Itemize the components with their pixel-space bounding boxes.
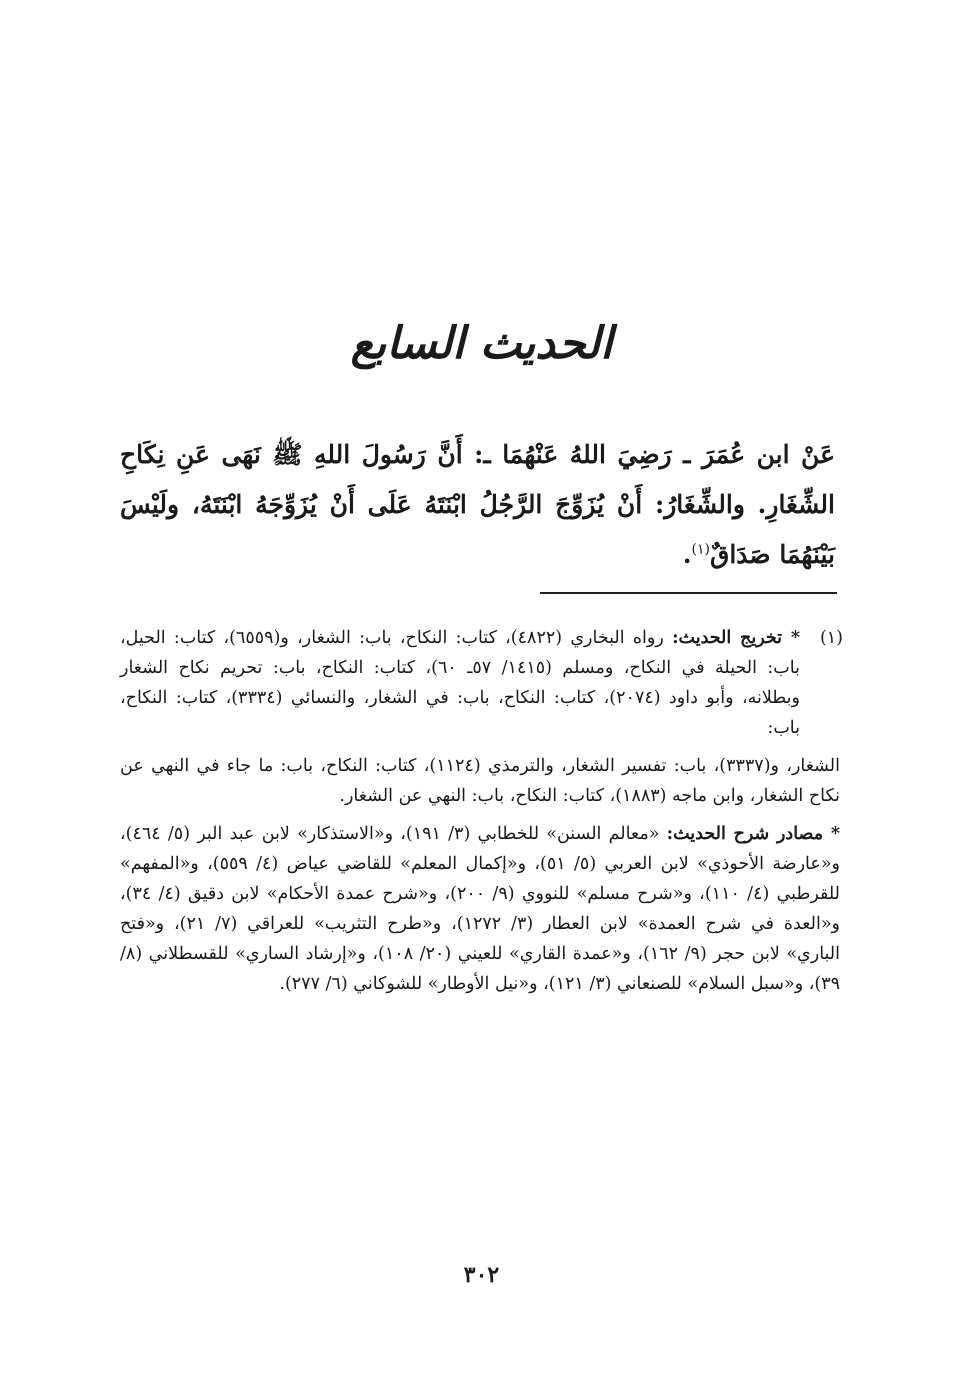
hadith-text: عَنْ ابن عُمَرَ ـ رَضِيَ اللهُ عَنْهُمَا ـ: أَنَّ رَسُولَ اللهِ ﷺ نَهَى عَنِ نِكَاحِ الشِّغَارِ. والشِّغَارُ: أَنْ يُزَوِّجَ الرَّجُلُ ابْنَتَهُ عَلَى أَنْ يُزَوِّجَهُ ابْنَتَهُ، ولَيْسَ بَيْنَهُمَا صَدَاقٌ — [120, 440, 835, 569]
sources-text: «معالم السنن» للخطابي (٣/ ١٩١)، و«الاستذكار» لابن عبد البر (٥/ ٤٦٤)، و«عارضة الأحوذي» لابن العربي (٥/ ٥١)، و«إكمال المعلم» للقاضي عياض (٤/ ٥٥٩)، و«المفهم» للقرطبي (٤/ ١١٠)، و«شرح مسلم» للنووي (٩/ ٢٠٠)، و«شرح عمدة الأحكام» لابن دقيق (٤/ ٣٤)، و«العدة في شرح العمدة» لابن العطار (٣/ ١٢٧٢)، و«طرح التثريب» للعراقي (٧/ ٢١)، و«فتح الباري» لابن حجر (٩/ ١٦٢)، و«عمدة القاري» للعيني (٢٠/ ١٠٨)، و«إرشاد الساري» للقسطلاني (٨/ ٣٩)، و«سبل السلام» للصنعاني (٣/ ١٢١)، و«نيل الأوطار» للشوكاني (٦/ ٢٧٧). — [120, 824, 841, 994]
sources-paragraph — [120, 819, 840, 999]
footnote-number: (١) — [819, 628, 843, 648]
chapter-title: الحديث السابع — [350, 318, 613, 369]
footnote-separator — [540, 592, 837, 594]
takhrij-text-2: الشغار، و(٣٣٣٧)، باب: تفسير الشغار، والترمذي (١١٢٤)، كتاب: النكاح، باب: ما جاء في النهي عن نكاح الشغار، وابن ماجه (١٨٨٣)، كتاب: النكاح، باب: النهي عن الشغار. — [120, 756, 840, 806]
footnote-block — [120, 623, 840, 999]
hadith-end-mark: . — [682, 540, 692, 569]
takhrij-paragraph-1 — [120, 623, 840, 743]
page-number: ٣٠٢ — [463, 1262, 500, 1288]
footnote-reference[interactable]: (١) — [691, 541, 710, 558]
takhrij-paragraph-2 — [120, 751, 840, 811]
hadith-text-block — [120, 430, 835, 580]
sources-label: * مصادر شرح الحديث: — [666, 824, 840, 844]
takhrij-label: * تخريج الحديث: — [672, 628, 800, 648]
takhrij-text-1: رواه البخاري (٤٨٢٢)، كتاب: النكاح، باب: الشغار، و(٦٥٥٩)، كتاب: الحيل، باب: الحيلة في النكاح، ومسلم (١٤١٥/ ٥٧ـ ٦٠)، كتاب: النكاح، باب: تحريم نكاح الشغار وبطلانه، وأبو داود (٢٠٧٤)، كتاب: النكاح، باب: في الشغار، والنسائي (٣٣٣٤)، كتاب: النكاح، باب: — [120, 628, 800, 738]
